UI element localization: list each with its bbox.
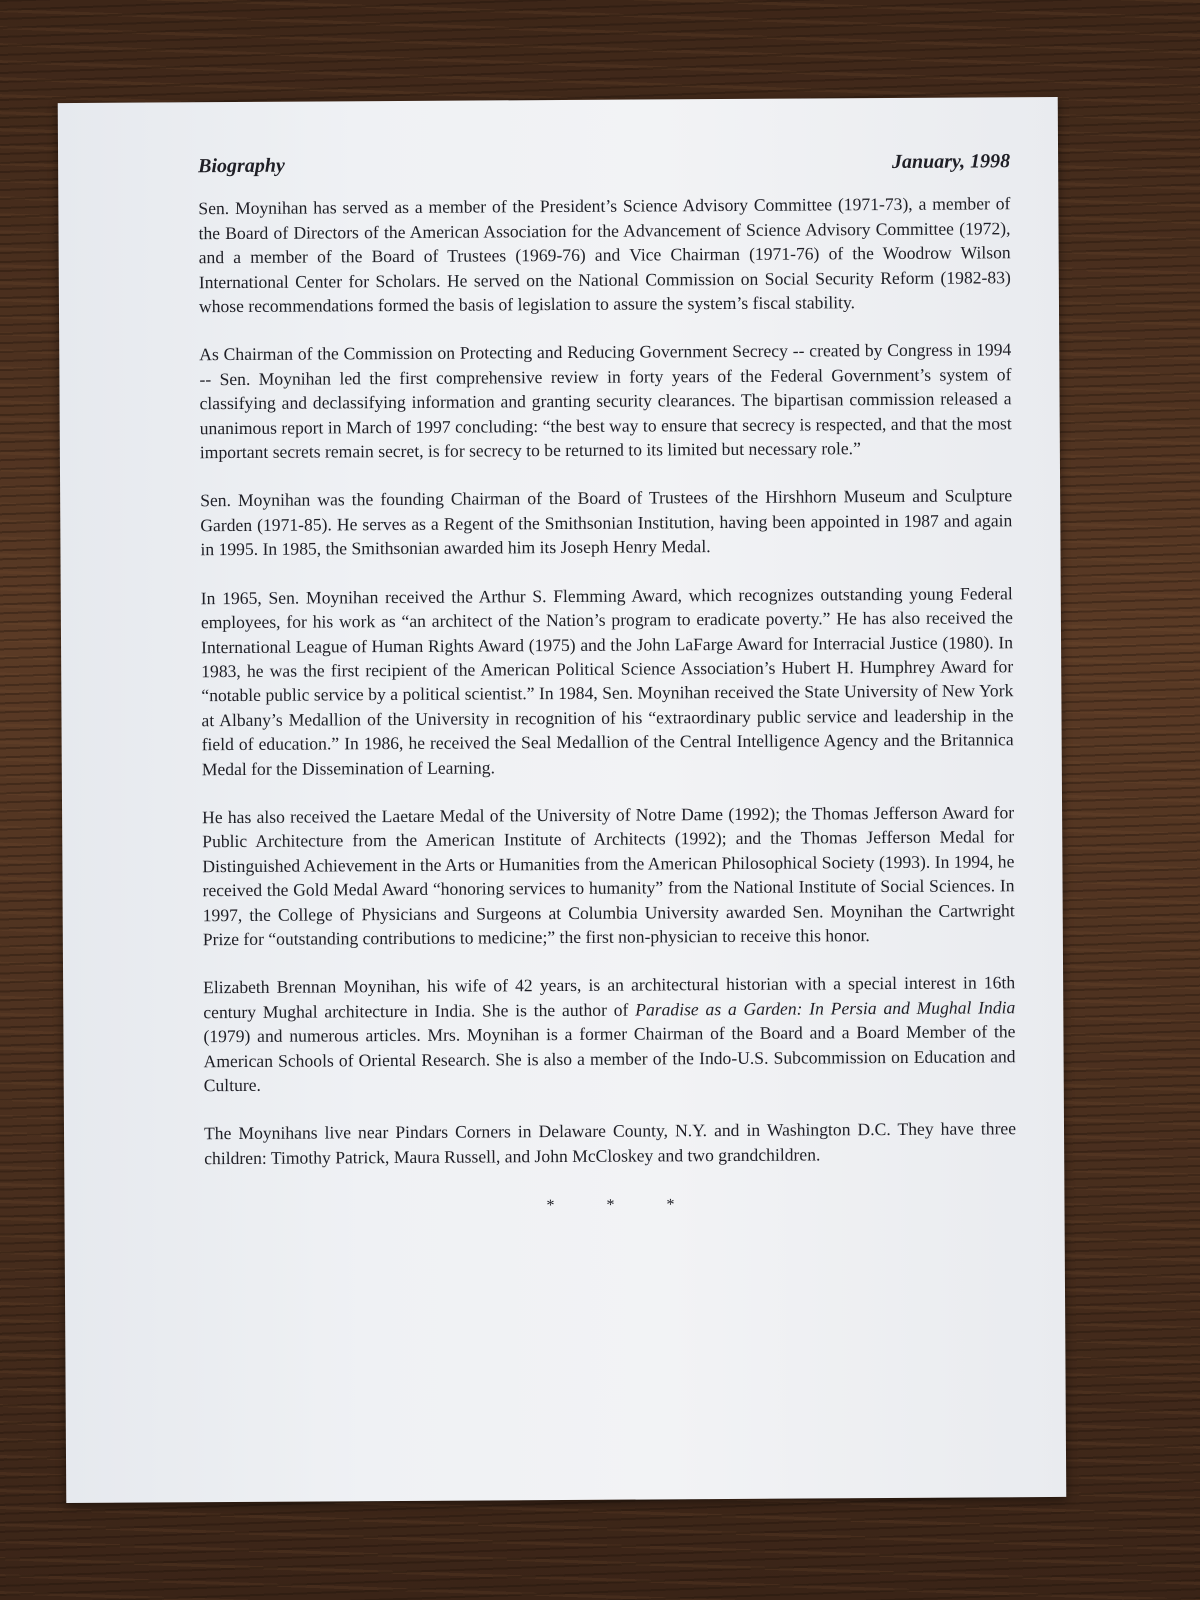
document-date: January, 1998 [891, 150, 1011, 173]
paragraph-family: The Moynihans live near Pindars Corners in Delaware County, N.Y. and in Washington D.C. They have three children: Timothy Patrick, Maura Russell, and John McCloskey and two grandchildren. [203, 1118, 1017, 1169]
spouse-text-end: (1979) and numerous articles. Mrs. Moynihan is a former Chairman of the Board and a Board Member of the American Schools of Oriental Research. She is also a member of the Indo-U.S. Subcommission on Education and Culture. [203, 1021, 1016, 1096]
paragraph-spouse [203, 971, 1016, 1098]
document-page [58, 97, 1067, 1503]
end-ornament: * * * [546, 1196, 699, 1215]
spouse-text-start: Elizabeth Brennan Moynihan, his wife of 42 years, is an architectural historian with a special interest in 16th century Mughal architecture in India. She is the author of [203, 972, 1016, 1022]
paragraph-awards-early: In 1965, Sen. Moynihan received the Arthur S. Flemming Award, which recognizes outstanding young Federal employees, for his work as “an architect of the Nation’s program to eradicate poverty.” He has also received the International League of Human Rights Award (1975) and the John LaFarge Award for Interracial Justice (1980). In 1983, he was the first recipient of the American Political Science Association’s Hubert H. Humphrey Award for “notable public service by a political scientist.” In 1984, Sen. Moynihan received the State University of New York at Albany’s Medallion of the University in recognition of his “extraordinary public service and leadership in the field of education.” In 1986, he received the Seal Medallion of the Central Intelligence Agency and the Britannica Medal for the Dissemination of Learning. [200, 582, 1014, 779]
document-header [198, 149, 1010, 178]
paragraph-smithsonian: Sen. Moynihan was the founding Chairman of the Board of Trustees of the Hirshhorn Museum and Sculpture Garden (1971-85). He serves as a Regent of the Smithsonian Institution, having been appointed in 1987 and again in 1995. In 1985, the Smithsonian awarded him its Joseph Henry Medal. [200, 485, 1013, 560]
document-title: Biography [198, 154, 285, 178]
paragraph-awards-later: He has also received the Laetare Medal of the University of Notre Dame (1992); the Thomas Jefferson Award for Public Architecture from the American Institute of Architects (1992); and the Thomas Jefferson Medal for Distinguished Achievement in the Arts or Humanities from the American Philosophical Society (1993). In 1994, he received the Gold Medal Award “honoring services to humanity” from the National Institute of Social Sciences. In 1997, the College of Physicians and Surgeons at Columbia University awarded Sen. Moynihan the Cartwright Prize for “outstanding contributions to medicine;” the first non-physician to receive this honor. [202, 802, 1015, 950]
document-content [198, 149, 1017, 1221]
paragraph-science-committees: Sen. Moynihan has served as a member of the President’s Science Advisory Committee (1971-73), a member of the Board of Directors of the American Association for the Advancement of Science Advisory Committee (1972), and a member of the Board of Trustees (1969-76) and Vice Chairman (1971-76) of the Woodrow Wilson International Center for Scholars. He served on the National Commission on Social Security Reform (1982-83) whose recommendations formed the basis of legislation to assure the system’s fiscal stability. [198, 193, 1011, 317]
paragraph-secrecy-commission: As Chairman of the Commission on Protecting and Reducing Government Secrecy -- created by Congress in 1994 -- Sen. Moynihan led the first comprehensive review in forty years of the Federal Government’s system of classifying and declassifying information and granting security clearances. The bipartisan commission released a unanimous report in March of 1997 concluding: “the best way to ensure that secrecy is respected, and that the most important secrets remain secret, is for secrecy to be returned to its limited but necessary role.” [199, 339, 1012, 463]
book-title: Paradise as a Garden: In Persia and Mughal India [635, 997, 1016, 1020]
